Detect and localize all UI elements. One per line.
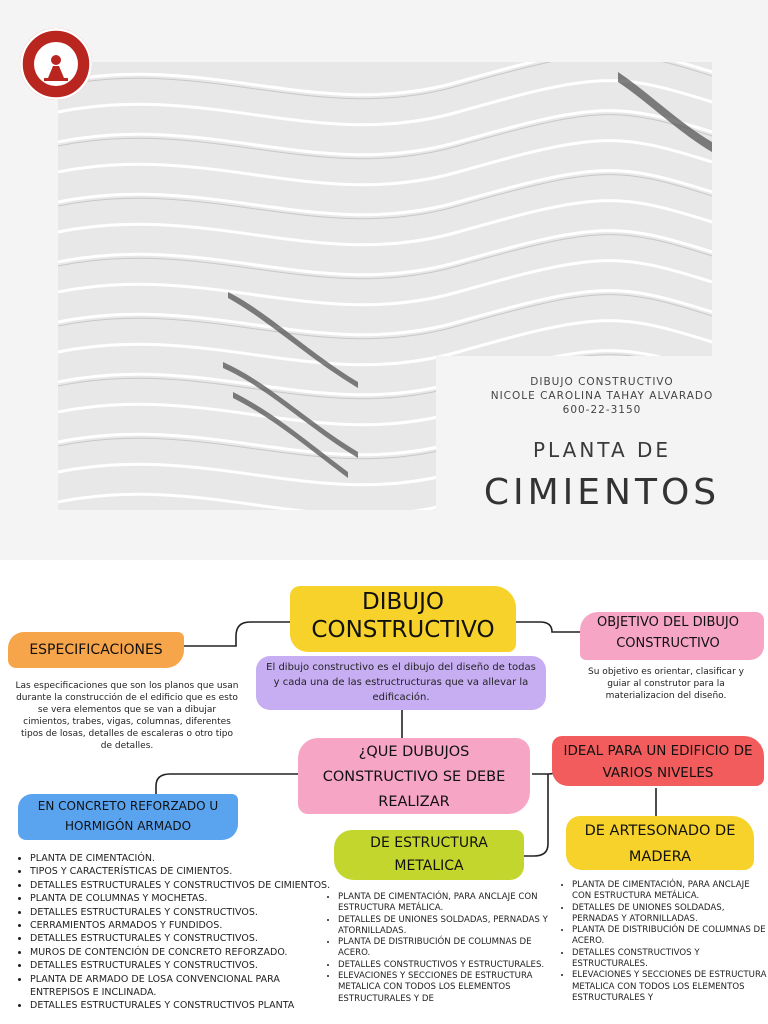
university-seal bbox=[20, 28, 92, 100]
concreto-list-item: • DETALLES ESTRUCTURALES Y CONSTRUCTIVOS. bbox=[30, 959, 336, 972]
concreto-list-item: • MUROS DE CONTENCIÓN DE CONCRETO REFORZADO. bbox=[30, 946, 336, 959]
concreto-list-item: • DETALLES ESTRUCTURALES Y CONSTRUCTIVOS PLANTA bbox=[30, 999, 336, 1012]
artesonado-list-item: • ELEVACIONES Y SECCIONES DE ESTRUCTURA METALICA CON TODOS LOS ELEMENTOS ESTRUCTURALES Y bbox=[572, 970, 768, 1004]
especificaciones-text: Las especificaciones que son los planos que usan durante la construcción de el edificio que es esto se vera elementos que se van a dibujar cimientos, trabes, vigas, columnas, diferentes tipos de losas, detalles de escaleras o otro tipo de detalles. bbox=[15, 681, 239, 751]
artesonado-list-item: • PLANTA DE DISTRIBUCIÓN DE COLUMNAS DE ACERO. bbox=[572, 925, 768, 948]
metalica-list-item: • ELEVACIONES Y SECCIONES DE ESTRUCTURA METALICA CON TODOS LOS ELEMENTOS ESTRUCTURALES Y DE bbox=[338, 971, 566, 1005]
metalica-title: DE ESTRUCTURA METALICA bbox=[370, 835, 488, 874]
concreto-list-item: • CERRAMIENTOS ARMADOS Y FUNDIDOS. bbox=[30, 919, 336, 932]
especificaciones-title: ESPECIFICACIONES bbox=[29, 642, 163, 658]
metalica-list-item: • PLANTA DE DISTRIBUCIÓN DE COLUMNAS DE ACERO. bbox=[338, 937, 566, 960]
concreto-list-item: • PLANTA DE ARMADO DE LOSA CONVENCIONAL PARA ENTREPISOS E INCLINADA. bbox=[30, 973, 336, 1000]
concreto-list bbox=[14, 852, 336, 1013]
author-name: NICOLE CAROLINA TAHAY ALVARADO bbox=[490, 390, 714, 402]
concreto-list-item: • DETALLES ESTRUCTURALES Y CONSTRUCTIVOS. bbox=[30, 932, 336, 945]
mind-map bbox=[0, 560, 768, 1024]
center-title: DIBUJO CONSTRUCTIVO bbox=[311, 589, 495, 643]
ideal-title: IDEAL PARA UN EDIFICIO DE VARIOS NIVELES bbox=[563, 743, 753, 781]
artesonado-title: DE ARTESONADO DE MADERA bbox=[584, 823, 736, 865]
artesonado-list-item: • DETALLES CONSTRUCTIVOS Y ESTRUCTURALES. bbox=[572, 948, 768, 971]
objetivo-text: Su objetivo es orientar, clasificar y guiar al construtor para la materializacion del diseño. bbox=[588, 667, 744, 701]
metalica-list bbox=[322, 892, 566, 1005]
objetivo-title: OBJETIVO DEL DIBUJO CONSTRUCTIVO bbox=[597, 615, 739, 651]
course-name: DIBUJO CONSTRUCTIVO bbox=[530, 376, 674, 388]
metalica-list-item: • DETALLES CONSTRUCTIVOS Y ESTRUCTURALES. bbox=[338, 960, 566, 971]
concreto-list-item: • DETALLES ESTRUCTURALES Y CONSTRUCTIVOS. bbox=[30, 906, 336, 919]
concreto-title: EN CONCRETO REFORZADO U HORMIGÓN ARMADO bbox=[37, 799, 219, 833]
artesonado-list bbox=[556, 880, 768, 1004]
title-line-2: CIMIENTOS bbox=[483, 472, 721, 513]
metalica-list-item: • DETALLES DE UNIONES SOLDADAS, PERNADAS Y ATORNILLADAS. bbox=[338, 915, 566, 938]
center-description: El dibujo constructivo es el dibujo del diseño de todas y cada una de las estructructuras que va allevar la edificación. bbox=[266, 662, 536, 703]
concreto-list-item: • PLANTA DE COLUMNAS Y MOCHETAS. bbox=[30, 892, 336, 905]
title-line-1: PLANTA DE bbox=[532, 438, 672, 462]
concreto-list-item: • DETALLES ESTRUCTURALES Y CONSTRUCTIVOS DE CIMIENTOS. bbox=[30, 879, 336, 892]
concreto-list-item: • PLANTA DE CIMENTACIÓN. bbox=[30, 852, 336, 865]
artesonado-list-item: • PLANTA DE CIMENTACIÓN, PARA ANCLAJE CON ESTRUCTURA METÁLICA. bbox=[572, 880, 768, 903]
student-id: 600-22-3150 bbox=[562, 404, 642, 416]
cover-info-card bbox=[436, 356, 768, 560]
que-dibujos-title: ¿QUE DUBUJOS CONSTRUCTIVO SE DEBE REALIZAR bbox=[322, 744, 506, 810]
metalica-list-item: • PLANTA DE CIMENTACIÓN, PARA ANCLAJE CON ESTRUCTURA METÁLICA. bbox=[338, 892, 566, 915]
concreto-list-item: • TIPOS Y CARACTERÍSTICAS DE CIMIENTOS. bbox=[30, 865, 336, 878]
artesonado-list-item: • DETALLES DE UNIONES SOLDADAS, PERNADAS Y ATORNILLADAS. bbox=[572, 903, 768, 926]
